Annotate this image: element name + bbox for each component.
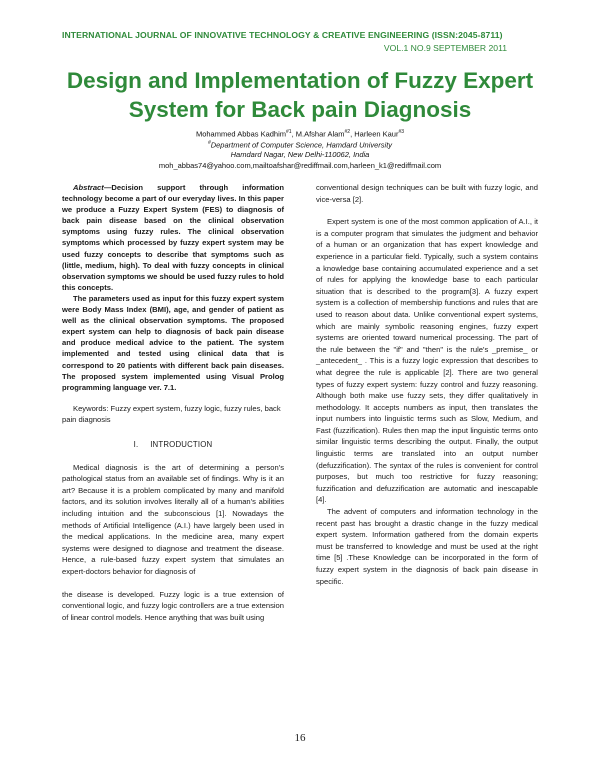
- author-address: Hamdard Nagar, New Delhi-110062, India: [230, 150, 370, 159]
- author-emails: moh_abbas74@yahoo.com,mailtoafshar@rediffmail.com,harleen_k1@rediffmail.com: [158, 161, 442, 170]
- author-2-affil: #2: [344, 129, 351, 135]
- author-list: Mohammed Abbas Kadhim$^{\#1}$, M.Afshar Alam$^{\#2}$, Harleen Kaur$^{\#3}$: [195, 129, 405, 139]
- issue-info: VOL.1 NO.9 SEPTEMBER 2011: [383, 43, 507, 53]
- journal-header: INTERNATIONAL JOURNAL OF INNOVATIVE TECHNOLOGY & CREATIVE ENGINEERING (ISSN:2045-8711): [62, 30, 503, 40]
- dept-affil: #: [207, 140, 211, 146]
- body-paragraph-continued: conventional design techniques can be built with fuzzy logic, and vice-versa [2].: [316, 183, 538, 204]
- author-1-affil: #1: [286, 129, 292, 135]
- author-1: Mohammed Abbas Kadhim: [195, 129, 287, 139]
- author-3: Harleen Kaur: [354, 129, 399, 139]
- abstract-label: Abstract: [73, 183, 104, 192]
- body-paragraph-advent: The advent of computers and information technology in the recent past has brought a drastic change in the fuzzy medical expert system. Information gathered from the domain experts must be transferred to knowledge and must be used at the right time [5] .These Knowledge can be incorporated in the form of fuzzy expert system in the diagnosis of back pain disease in specific.: [316, 507, 538, 586]
- left-column: [62, 182, 284, 623]
- intro-paragraph-1: Medical diagnosis is the art of determining a person's pathological status from an available set of findings. Why is it an art? Because it is a problem complicated by many and manifold factors, and its solution involves literally all of a human's abilities including intuition and the subconscious [1]. Nowadays the methods of Artificial Intelligence (A.I.) have largely been used in the medical applications. In the medicine area, many expert systems were designed to diagnose and treatment the disease. Hence, a rule-based fuzzy expert system that simulates an expert-doctors behavior for diagnosis of: [62, 462, 284, 576]
- body-paragraph-expert-system: Expert system is one of the most common application of A.I., it is a computer program that simulates the judgment and behavior of a human or an organization that has expert knowledge and experience in a particular field. Typically, such a system contains a knowledge base containing accumulated experience and a set of rules for applying the knowledge base to each particular situation that is described to the program[3]. A fuzzy expert system is a collection of membership functions and rules that are used to reason about data. Unlike conventional expert systems, which are mainly symbolic reasoning engines, fuzzy expert systems are oriented toward numerical processing. The part of the rule between the "if" and "then" is the rule's _premise_ or _antecedent_ . This is a fuzzy logic expression that describes to what degree the rule is applicable [2]. There are two general types of fuzzy expert system: fuzzy control and fuzzy reasoning. Although both make use fuzzy sets, they differ qualitatively in methodology. It accepts numbers as input, then translates the input numbers into linguistic terms such as Slow, Medium, and Fast (fuzzification). Rules then map the input linguistic terms onto similar linguistic terms describing the output. Finally, the output linguistic terms are translated into an output number (defuzzification). The syntax of the rules is convenient for control purposes, but much too restrictive for fuzzy reasoning; fuzzification and defuzzification are automatic and inescapable [4].: [316, 217, 538, 505]
- right-column: [316, 182, 538, 587]
- author-2: M.Afshar Alam: [295, 129, 345, 139]
- abstract-paragraph: [62, 182, 284, 293]
- author-3-affil: #3: [398, 129, 405, 135]
- page-number: 16: [294, 732, 306, 744]
- department-text: Department of Computer Science, Hamdard University: [210, 140, 393, 150]
- abstract-paragraph-2: The parameters used as input for this fuzzy expert system were Body Mass Index (BMI), age, and gender of patient as well as the clinical observation symptoms. The proposed expert system can help to diagnosis of back pain disease and produce medical advice to the patient. The system implemented and tested using clinical data that is correspond to 20 patients with different back pain diseases. The proposed system implemented using Visual Prolog programming language ver. 7.1.: [62, 293, 284, 392]
- paper-title: Design and Implementation of Fuzzy Expert System for Back pain Diagnosis: [66, 68, 534, 122]
- keywords: Keywords: Fuzzy expert system, fuzzy logic, fuzzy rules, back pain diagnosis: [62, 403, 281, 425]
- section-heading: I. INTRODUCTION: [133, 439, 213, 449]
- intro-paragraph-2: the disease is developed. Fuzzy logic is a true extension of conventional logic, and fuzzy logic controllers are a true extension of linear control models. Hence anything that was built using: [62, 589, 284, 622]
- abstract-text: —Decision support through information technology become a part of our everyday lives. In this paper we produce a Fuzzy Expert System (FES) to diagnosis of back pain disease based on the clinical observation symptoms using fuzzy rules. The clinical observation symptoms which processed by fuzzy expert system may be used fuzzy concepts to describe that symptoms such as (little, medium, high). To deal with fuzzy concepts in clinical observation symptoms we should be used fuzzy rules to hold this concepts.: [62, 183, 284, 292]
